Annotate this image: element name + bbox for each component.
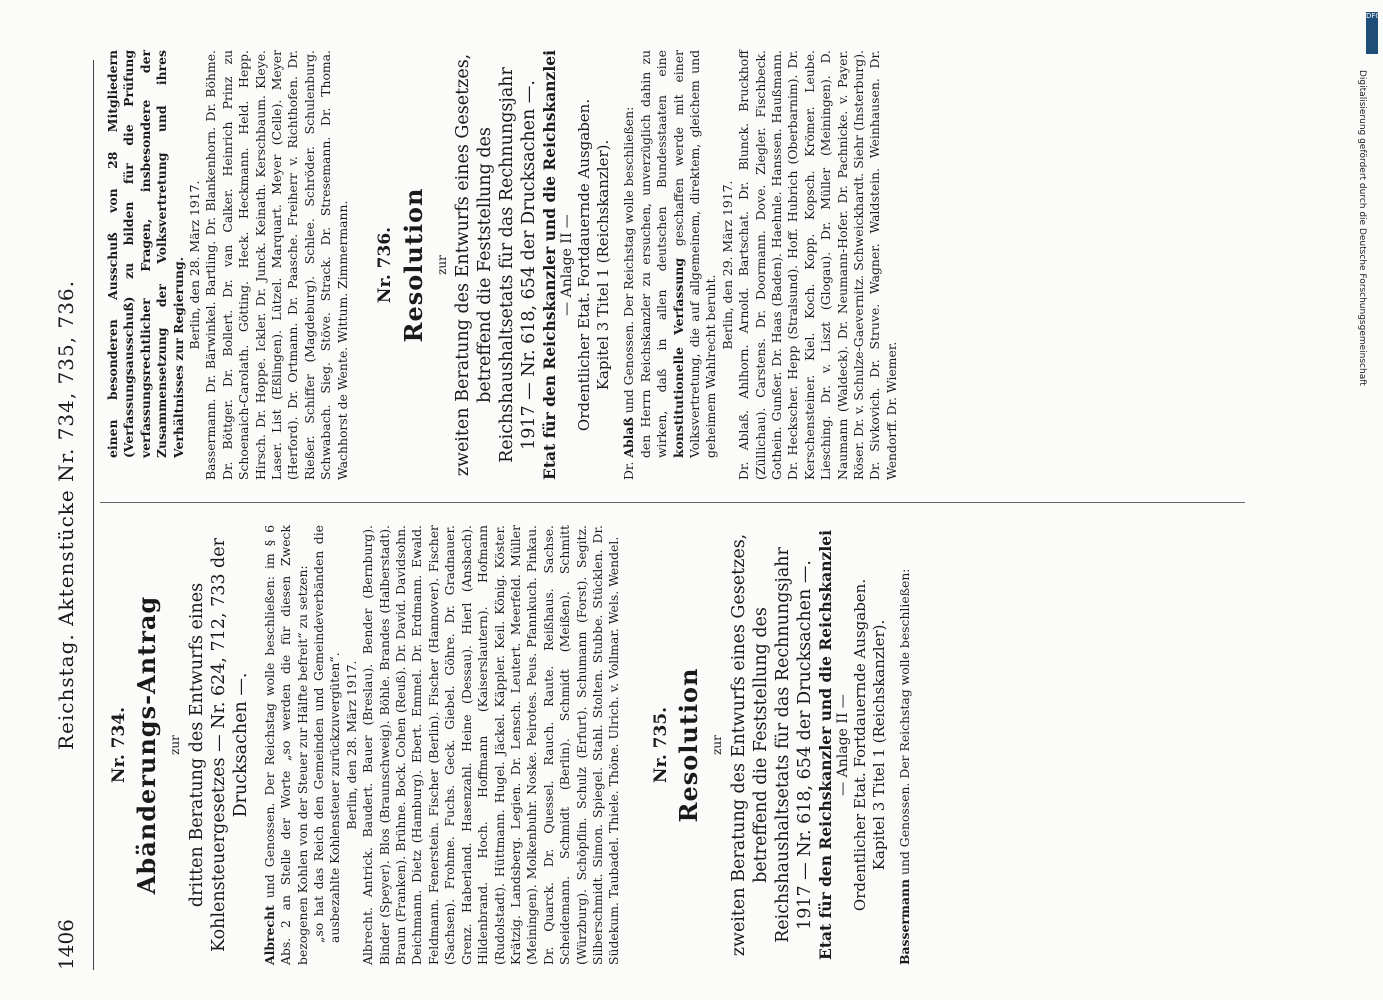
doc736-etat: Etat für den Reichskanzler und die Reichskanzlei — [539, 50, 559, 480]
doc734-number: Nr. 734. — [109, 706, 129, 784]
doc735-motion — [897, 525, 913, 965]
left-column — [105, 525, 913, 965]
column-divider — [100, 502, 1245, 503]
digitization-note — [1355, 70, 1371, 770]
doc735-etat: Etat für den Reichskanzler und die Reichskanzlei — [815, 530, 835, 960]
doc736-subject: zweiten Beratung des Entwurfs eines Gesetzes, betreffend die Feststellung des Reichshaushaltsetats für das Rechnungsjahr 1917 — Nr. 618, 654 der Drucksachen —. — [452, 53, 539, 477]
doc736-kapitel: Kapitel 3 Titel 1 (Reichskanzler). — [594, 139, 613, 391]
doc734-motion — [262, 525, 311, 965]
doc735-motion-names: Bassermann — [896, 878, 912, 965]
doc735-resolution: einen besonderen Ausschuß von 28 Mitgliedern (Verfassungsausschuß) zu bilden für die Prüfung verfassungsrechtlicher Fragen, insbesondere der Zusammensetzung der Volksvertretung und ihres Verhältnisses zur Regierung. — [105, 50, 186, 458]
doc736-resolution-end: geschaffen werde mit einer Volksvertretung, die auf allgemeinem, direktem, gleichem und geheimem Wahlrecht beruht. — [670, 50, 719, 458]
doc736-resolution — [638, 50, 720, 480]
doc735-anlage: — Anlage II — — [834, 694, 851, 796]
doc736-motion — [621, 50, 637, 480]
doc734-motion-text: und Genossen. Der Reichstag wolle beschließen: im § 6 Abs. 2 an Stelle der Worte „so werden die für diesen Zweck bezogenen Kohlen von der Steuer zur Hälfte befreit“ zu setzen: — [261, 525, 310, 965]
doc736-motion-prefix: Dr. — [621, 457, 637, 480]
doc736-resolution-start: den Herrn Reichskanzler zu ersuchen, unverzüglich dahin zu wirken, daß in allen deutschen Bundesstaaten eine — [637, 50, 670, 458]
doc734-zur: zur — [168, 735, 183, 755]
doc736-number: Nr. 736. — [375, 226, 396, 304]
doc736-date: Berlin, den 29. März 1917. — [719, 180, 735, 350]
doc735-ordentlicher: Ordentlicher Etat. Fortdauernde Ausgaben. — [850, 578, 869, 912]
doc736-anlage: — Anlage II — — [558, 214, 575, 316]
doc735-number: Nr. 735. — [650, 706, 671, 784]
doc736-ordentlicher: Ordentlicher Etat. Fortdauernde Ausgaben. — [575, 98, 594, 432]
doc736-title: Resolution — [398, 187, 428, 343]
running-title: Reichstag. Aktenstücke Nr. 734, 735, 736. — [54, 280, 78, 751]
dfg-logo-text: DFG — [1366, 12, 1381, 20]
doc735-date: Berlin, den 28. März 1917. — [187, 180, 203, 350]
header-rule — [93, 60, 94, 970]
doc736-zur: zur — [434, 255, 449, 275]
doc736-resolution-bold: konstitutionelle Verfassung — [670, 257, 686, 458]
doc734-date: Berlin, den 28. März 1917. — [343, 660, 359, 830]
doc734-quote: „so hat das Reich den Gemeinden und Gemeindeverbänden die ausbezahlte Kohlensteuer zurückzuvergüten“. — [311, 525, 343, 943]
doc735-title: Resolution — [674, 667, 704, 823]
doc735-signatories: Bassermann. Dr. Bärwinkel. Bartling. Dr. Blankenhorn. Dr. Böhme. Dr. Böttger. Dr. Bollert. Dr. van Calker. Heinrich Prinz zu Schoenaich-Carolath. Götting. Heck. Heckmann. Held. Hepp. Hirsch. Dr. Hoppe. Ickler. Dr. Junck. Keinath. Kerschbaum. Kleye. Laser. List (Eßlingen). Lützel. Marquart. Meyer (Celle). Meyer (Herford). Dr. Ortmann. Dr. Paasche. Freiherr v. Richthofen. Dr. Rießer. Schiffer (Magdeburg). Schlee. Schröder. Schulenburg. Schwabach. Sieg. Stöve. Strack. Dr. Stresemann. Dr. Thoma. Wachhorst de Wente. Wittum. Zimmermann. — [203, 50, 350, 480]
page-number: 1406 — [54, 919, 78, 970]
doc735-kapitel: Kapitel 3 Titel 1 (Reichskanzler). — [869, 619, 888, 871]
doc735-zur: zur — [710, 735, 725, 755]
doc736-signatories: Dr. Ablaß. Ahlhorn. Arnold. Bartschat. Dr. Blunck. Bruckhoff (Züllichau). Carstens. Dr. Doormann. Dove. Ziegler. Fischbeck. Gothein. Gunßer. Dr. Haas (Baden). Haehnle. Hanssen. Haußmann. Dr. Heckscher. Hepp (Stralsund). Hoff. Hubrich (Oberbarnim). Dr. Kerschensteiner. Kiel. Koch. Kopp. Kopsch. Krömer. Leube. Liesching. Dr. v. Liszt (Glogau). Dr. Müller (Meiningen). D. Naumann (Waldeck). Dr. Neumann-Hofer. Dr. Pachnicke. v. Payer. Röser. Dr. v. Schulze-Gaevernitz. Schweickhardt. Siehr (Insterburg). Dr. Sivkovich. Dr. Struve. Wagner. Waldstein. Weinhausen. Dr. Wendorff. Dr. Wiemer. — [736, 50, 899, 480]
right-column — [105, 50, 900, 480]
doc734-subject: dritten Beratung des Entwurfs eines Kohlensteuergesetzes — Nr. 624, 712, 733 der Drucksachen —. — [186, 538, 251, 952]
doc736-motion-text: und Genossen. Der Reichstag wolle beschließen: — [621, 106, 637, 418]
digitization-note-text: Digitalisierung gefördert durch die Deutsche Forschungsgemeinschaft — [1357, 70, 1367, 386]
dfg-logo — [1366, 12, 1381, 54]
doc734-signatories: Albrecht. Antrick. Baudert. Bauer (Breslau). Bender (Bernburg). Binder (Speyer). Blos (Braunschweig). Böhle. Brandes (Halberstadt). Braun (Franken). Brühne. Bock. Cohen (Reuß). Dr. David. Davidsohn. Deichmann. Dietz (Hamburg). Ebert. Emmel. Dr. Erdmann. Ewald. Feldmann. Fenerstein. Fischer (Berlin). Fischer (Hannover). Fischer (Sachsen). Frohme. Fuchs. Geck. Giebel. Göhre. Dr. Gradnauer. Grenz. Haberland. Hasenzahl. Heine (Dessau). Hierl (Ansbach). Hildenbrand. Hoch. Hoffmann (Kaiserslautern). Hofmann (Rudolstadt). Hüttmann. Hugel. Jäckel. Käppler. Keil. König. Köster. Krätzig. Landsberg. Legien. Dr. Lensch. Leutert. Meerfeld. Müller (Meiningen). Molkenbuhr. Noske. Peirotes. Peus. Pfannkuch. Pinkau. Dr. Quarck. Dr. Quessel. Rauch. Raute. Reißhaus. Sachse. Scheidemann. Schmidt (Berlin). Schmidt (Meißen). Schmitt (Würzburg). Schöpflin. Schulz (Erfurt). Schumann (Forst). Segitz. Silberschmidt. Simon. Spiegel. Stahl. Stolten. Stubbe. Stücklen. Dr. Südekum. Taubadel. Thiele. Thöne. Ulrich. v. Vollmar. Wels. Wendel. — [360, 525, 622, 965]
doc735-subject: zweiten Beratung des Entwurfs eines Gesetzes, betreffend die Feststellung des Reichshaushaltsetats für das Rechnungsjahr 1917 — Nr. 618, 654 der Drucksachen —. — [728, 533, 815, 957]
doc734-motion-names: Albrecht — [261, 905, 277, 965]
page-header — [50, 60, 90, 970]
doc736-motion-names: Ablaß — [621, 417, 637, 458]
doc735-motion-text: und Genossen. Der Reichstag wolle beschließen: — [896, 568, 912, 879]
doc734-title: Abänderungs-Antrag — [132, 595, 162, 895]
